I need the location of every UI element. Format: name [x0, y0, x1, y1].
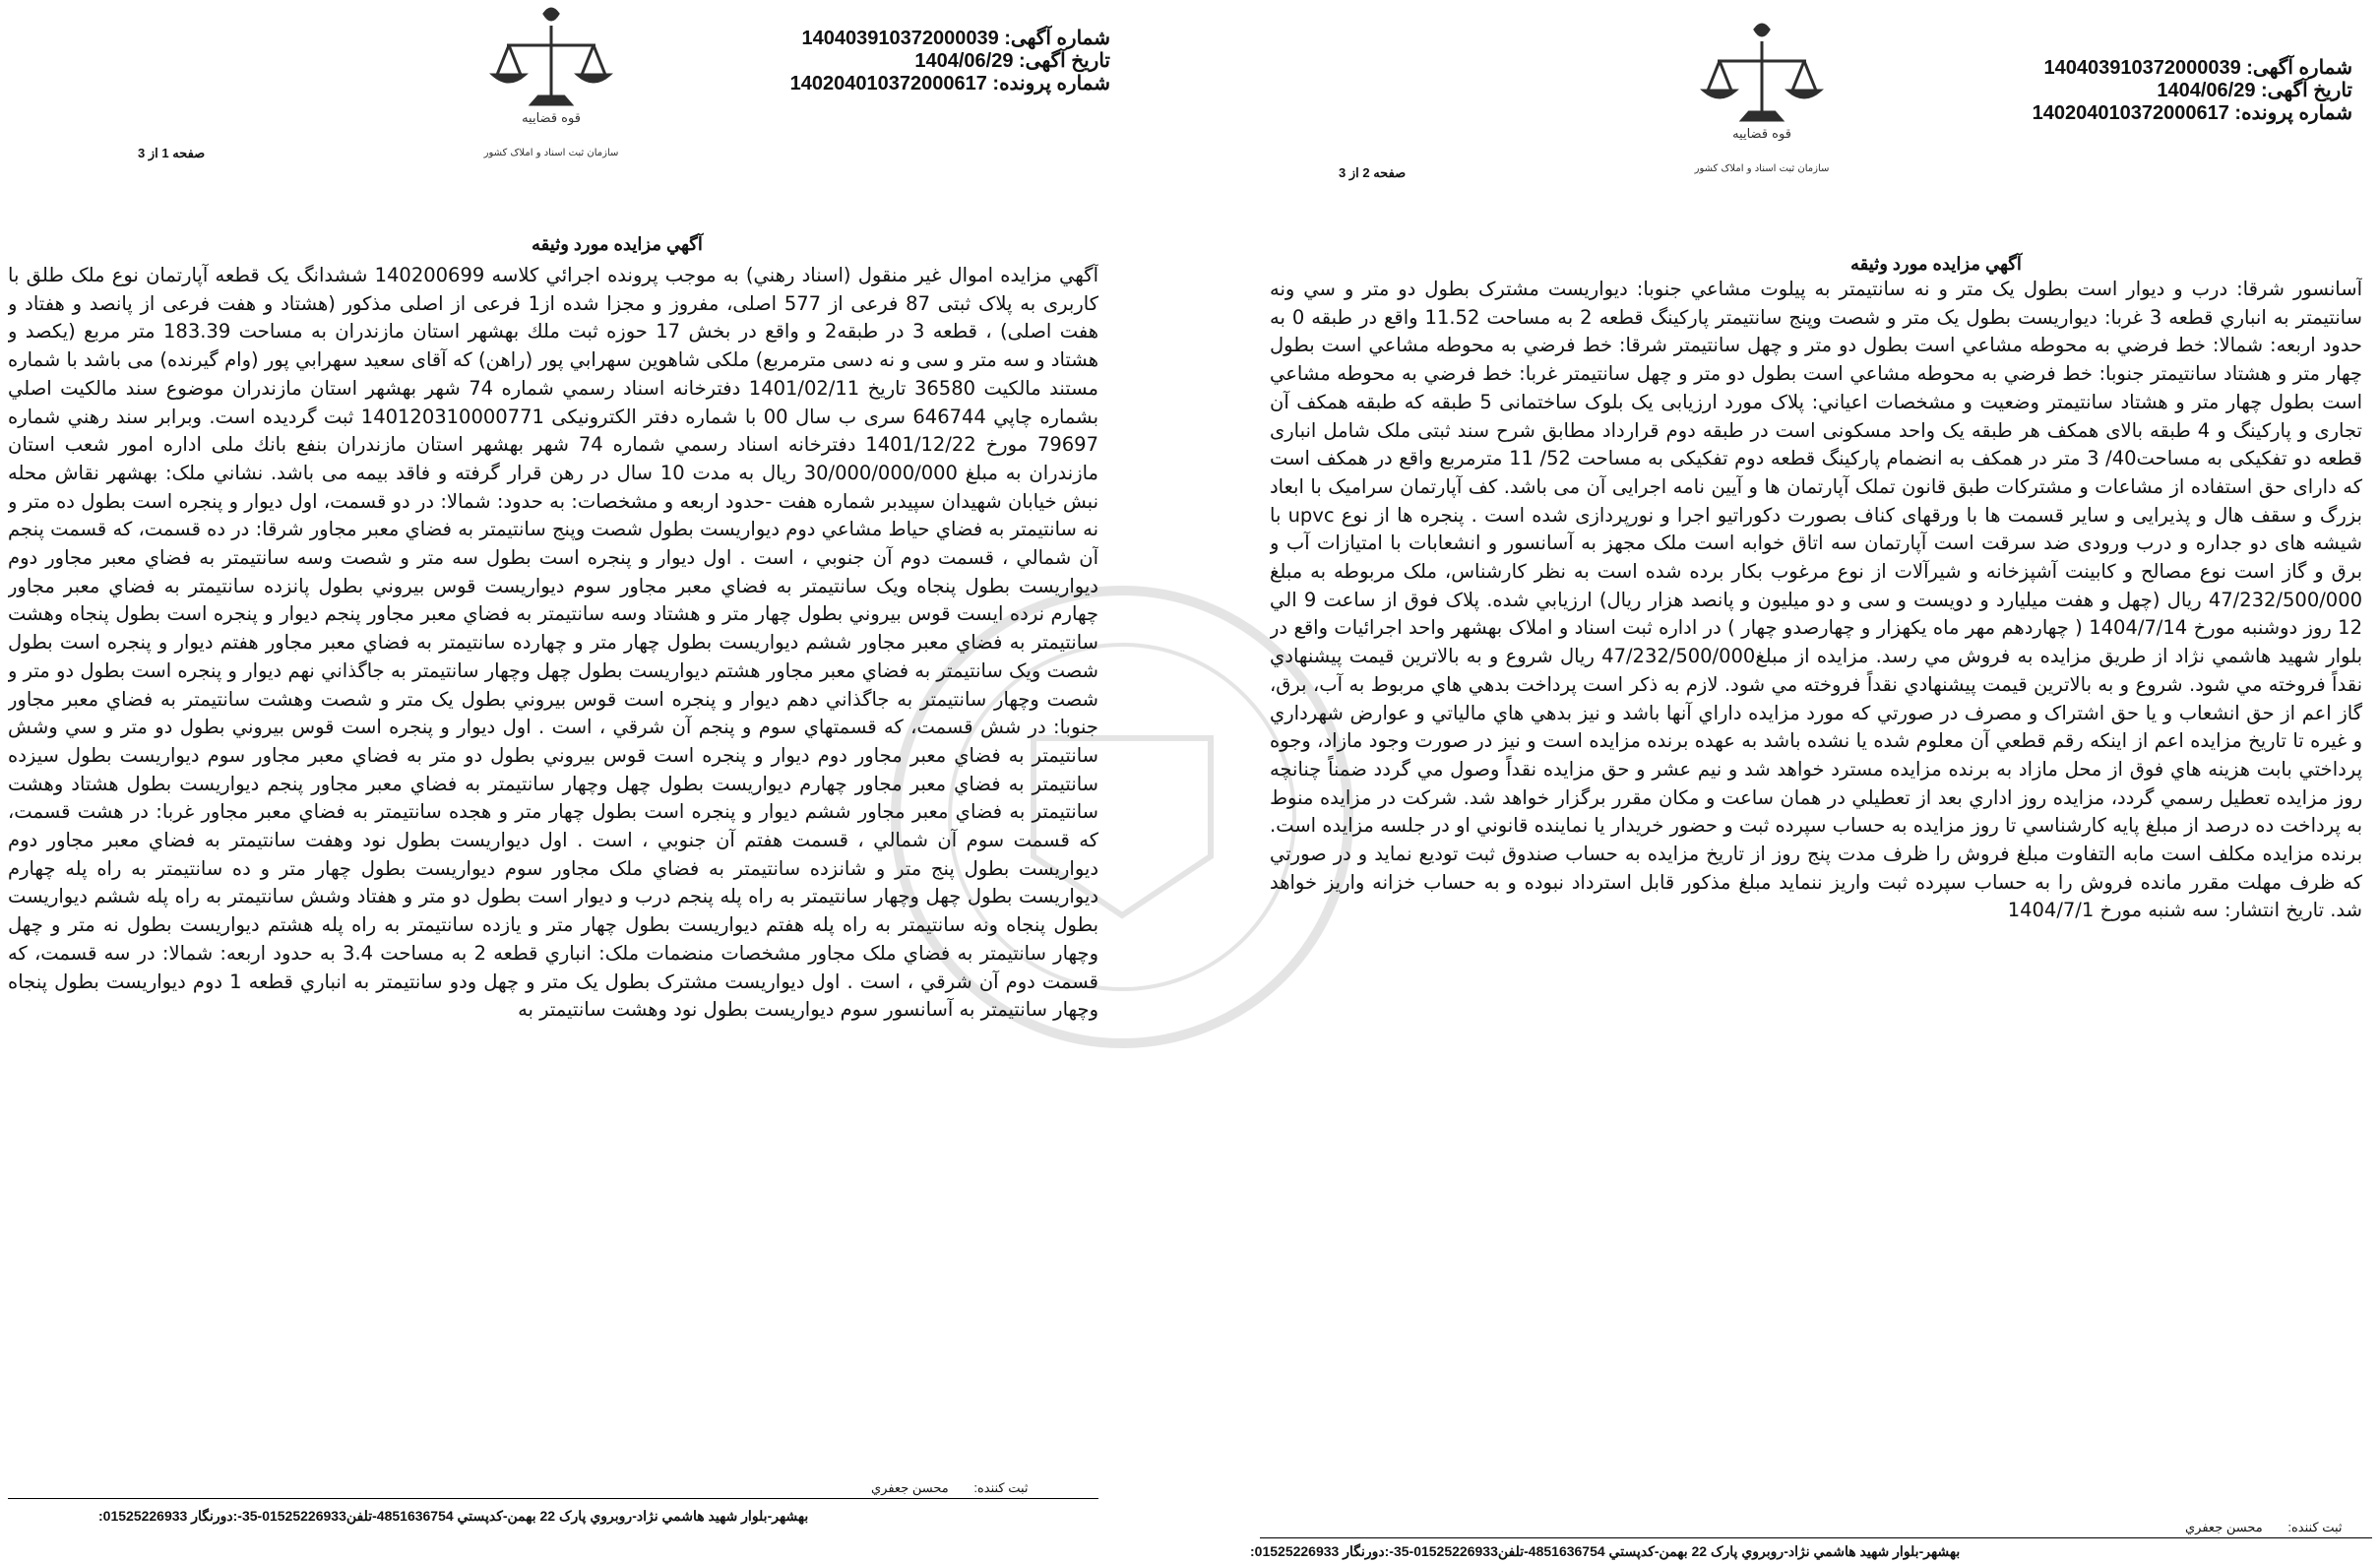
ad-date-row: [1939, 80, 2352, 102]
ad-number: 140403910372000039: [801, 28, 999, 49]
scales-emblem-icon: [1688, 22, 1836, 189]
ad-date-label: تاریخ آگهی:: [1019, 50, 1110, 72]
document-page-2: [1211, 0, 2380, 1564]
auction-body-text: آگهي مزايده اموال غير منقول (اسناد رهني) به موجب پرونده اجرائي كلاسه 140200699 ششدانگ يک قطعه آپارتمان نوع ملک طلق با کاربری به پلاک ثبتی 87 فرعی از 577 اصلی، مفروز و مجزا شده از1 فرعی از اصلی مذکور (هشتاد و هفت فرعی از پانصد و هفتاد و هفت اصلی) ، قطعه 3 در طبقه2 و واقع در بخش 17 حوزه ثبت ملك بهشهر استان مازندران به مساحت 183.39 متر مربع (يكصد و هشتاد و سه متر و سی و نه دسی مترمربع) ملكی شاهوين سهرابي پور (راهن) كه آقای سعيد سهرابي پور (وام گيرنده) می باشد با شماره مستند مالكيت 36580 تاريخ 1401/02/11 دفترخانه اسناد رسمي شماره 74 شهر بهشهر استان مازندران موضوع سند مالكيت اصلي بشماره چاپي 646744 سری ب سال 00 با شماره دفتر الكترونيكی 140120310000771 ثبت گرديده است. وبرابر سند رهني شماره 79697 مورخ 1401/12/22 دفترخانه اسناد رسمي شماره 74 شهر بهشهر استان مازندران بنفع بانك ملی اداره امور شعب استان مازندران به مبلغ 30/000/000/000 ريال به مدت 10 سال در رهن قرار گرفته و فاقد بيمه می باشد. نشاني ملک: بهشهر نقاش محله نبش خيابان شهيدان سپيدبر شماره هفت -حدود اربعه و مشخصات: به حدود: شمالا: در دو قسمت، اول ديوار و پنجره است بطول ده متر و نه سانتيمتر به فضاي حياط مشاعي دوم ديواريست بطول شصت وپنج سانتيمتر به فضاي معبر مجاور شرقا: در ده قسمت، كه قسمت پنجم آن شمالي ، قسمت دوم آن جنوبي ، است . اول ديوار و پنجره است بطول سه متر و شصت وسه سانتيمتر به فضاي معبر مجاور دوم ديواريست بطول پنجاه ويک سانتيمتر به فضاي معبر مجاور سوم ديواريست قوس بيروني بطول پانزده سانتيمتر به فضاي معبر مجاور چهارم نرده ايست قوس بيروني بطول چهار متر و هشتاد وسه سانتيمتر به فضاي معبر مجاور پنجم ديوار و پنجره است بطول پنجاه وهشت سانتيمتر به فضاي معبر مجاور ششم ديواريست بطول چهار متر و چهارده سانتيمتر به فضاي معبر مجاور هفتم ديوار و پنجره است بطول شصت ويک سانتيمتر به فضاي معبر مجاور هشتم ديواريست بطول چهل وچهار سانتيمتر به جاگذاني نهم ديوار و پنجره است بطول دو متر و شصت وچهار سانتيمتر به جاگذاني دهم ديوار و پنجره است قوس بيروني بطول يک متر و شصت وهشت سانتيمتر به فضاي معبر مجاور جنوبا: در شش قسمت، كه قسمتهاي سوم و پنجم آن شرقي ، است . اول ديوار و پنجره است قوس بيروني بطول دو متر و سي وشش سانتيمتر به فضاي معبر مجاور دوم ديوار و پنجره است قوس بيروني بطول دو متر به فضاي معبر مجاور سوم ديواريست بطول سيزده سانتيمتر به فضاي معبر مجاور چهارم ديواريست بطول چهل وچهار سانتيمتر به فضاي معبر مجاور پنجم ديواريست بطول هشتاد وهشت سانتيمتر به فضاي معبر مجاور ششم ديوار و پنجره است بطول چهار متر و هجده سانتيمتر به فضاي معبر مجاور غربا: در هشت قسمت، كه قسمت سوم آن شمالي ، قسمت هفتم آن جنوبي ، است . اول ديواريست بطول نود وهفت سانتيمتر به فضاي معبر مجاور دوم ديواريست بطول پنج متر و شانزده سانتيمتر به فضاي ملک مجاور سوم ديواريست بطول چهار متر و ده سانتيمتر به راه پله چهارم ديواريست بطول چهل وچهار سانتيمتر به راه پله پنجم درب و ديوار است بطول دو متر و هفتاد وشش سانتيمتر به راه پله ششم ديواريست بطول پنجاه ونه سانتيمتر به راه پله هفتم ديواريست بطول چهار متر و يازده سانتيمتر به راه پله هشتم ديواريست بطول نه متر و چهل وچهار سانتيمتر به فضاي ملک مجاور مشخصات منضمات ملک: انباري قطعه 2 به مساحت 3.4 به حدود اربعه: شمالا: در سه قسمت، كه قسمت دوم آن شرقي ، است . اول ديواريست مشترک بطول يک متر و چهل ودو سانتيمتر به انباري قطعه 1 دوم ديواريست بطول پنجاه وچهار سانتيمتر به آسانسور سوم ديواريست بطول نود وهشت سانتيمتر به: [8, 264, 1098, 1022]
office-address: بهشهر-بلوار شهيد هاشمي نژاد-روبروي پارک 22 بهمن-کدپستي 4851636754-تلفن01525226933-35-:دورنگار 01525226933:: [98, 1508, 809, 1524]
ad-date-row: [717, 50, 1110, 73]
ad-date: 1404/06/29: [2157, 80, 2256, 101]
ad-metadata: [717, 28, 1110, 95]
footer-divider: [1260, 1537, 2372, 1538]
signer-name: محسن جعفري: [871, 1480, 949, 1495]
document-title: آگهي مزايده مورد وثيقه: [532, 234, 703, 254]
emblem-caption: سازمان ثبت اسناد و املاک کشور: [483, 148, 619, 158]
signer: [2185, 1520, 2343, 1535]
signer-name: محسن جعفري: [2185, 1520, 2263, 1534]
signer-label: ثبت کننده:: [2287, 1520, 2343, 1534]
ad-metadata: [1939, 57, 2352, 125]
case-number: 140204010372000617: [2032, 102, 2229, 124]
case-number-row: [1939, 102, 2352, 125]
page-number: صفحه 1 از 3: [138, 146, 206, 160]
auction-body-text: آسانسور شرقا: درب و ديوار است بطول يک متر و نه سانتيمتر به پيلوت مشاعي جنوبا: ديواريست مشترک بطول دو متر و سي ونه سانتيمتر به انباري قطعه 3 غربا: ديواريست بطول يک متر و شصت وپنج سانتيمتر پارکينگ قطعه 2 به مساحت 11.52 واقع در طبقه 0 به حدود اربعه: شمالا: خط فرضي به محوطه مشاعي است بطول دو متر و چهل سانتيمتر شرقا: خط فرضي به محوطه مشاعي است بطول چهار متر و هشتاد سانتيمتر جنوبا: خط فرضي به محوطه مشاعي است بطول دو متر و چهل سانتيمتر غربا: خط فرضي به محوطه مشاعي است بطول چهار متر و هشتاد سانتيمتر وضعيت و مشخصات اعياني: پلاک مورد ارزيابی يک بلوک ساختمانی 5 طبقه که طبقه همکف آن تجاری و پارکينگ و 4 طبقه بالای همکف هر طبقه يک واحد مسکونی است در طبقه دوم قرارداد مطابق شرح سند ثبتی ملک شامل انباری قطعه دو تفکيکی به مساحت40/ 3 متر در همکف به انضمام پارکينگ قطعه دوم تفکيکی به مساحت 52/ 11 مترمربع واقع در همکف است که دارای حق استفاده از مشاعات و مشترکات طبق قانون تملک آپارتمان ها و آيين نامه اجرايی آن می باشد. کف آپارتمان سراميک با ابعاد بزرگ و سقف هال و پذيرايی و ساير قسمت ها با ورقهای کناف بصورت دکوراتيو اجرا و نورپردازی شده است . پنجره ها از نوع upvc با شيشه های دو جداره و درب ورودی ضد سرقت است آپارتمان سه اتاق خوابه است ملک مجهز به آسانسور و انشعابات با امتيازات آب و برق و گاز است نوع مصالح و کابينت آشپزخانه و شيرآلات از نوع مرغوب بکار برده شده است به نظر کارشناس، ملک مربوطه به مبلغ 47/232/500/000 ريال (چهل و هفت ميليارد و دويست و سی و دو ميليون و پانصد هزار ريال) ارزيابي شده. پلاک فوق از ساعت 9 الي 12 روز دوشنبه مورخ 1404/7/14 ( چهاردهم مهر ماه يکهزار و چهارصدو چهار ) در اداره ثبت اسناد و املاک بهشهر واحد اجرائيات واقع در بلوار شهيد هاشمي نژاد از طريق مزايده به فروش مي رسد. مزايده از مبلغ47/232/500/000 ريال شروع و به بالاترين قيمت پيشنهادي نقداً فروخته مي شود. شروع و به بالاترين قيمت پيشنهادي نقداً فروخته مي شود. لازم به ذکر است پرداخت بدهي هاي مربوط به آب، برق، گاز اعم از حق انشعاب و يا حق اشتراک و مصرف در صورتي که مورد مزايده داراي آنها باشد و نيز بدهي هاي مالياتي و عوارض شهرداري و غيره تا تاريخ مزايده اعم از اينکه رقم قطعي آن معلوم شده يا نشده باشد به عهده برنده مزايده است و نيز در صورت وجود مازاد، وجوه پرداختي بابت هزينه هاي فوق از محل مازاد به برنده مزايده مسترد خواهد شد و نيم عشر و حق مزايده نقداً وصول مي گردد ضمناً چنانچه روز مزايده تعطيل رسمي گردد، مزايده روز اداري بعد از تعطيلي در همان ساعت و مکان مقرر برگزار خواهد شد. شرکت در مزايده منوط به پرداخت ده درصد از مبلغ پايه کارشناسي تا روز مزايده به حساب سپرده ثبت و حضور خريدار يا نماينده قانوني او در جلسه مزايده است. برنده مزايده مکلف است مابه التفاوت مبلغ فروش را ظرف مدت پنج روز از تاريخ مزايده به حساب صندوق ثبت توديع نمايد و در صورتي که ظرف مهلت مقرر مانده فروش را به حساب سپرده ثبت واريز ننمايد مبلغ مذکور قابل استرداد نبوده و به حساب خزانه واريز خواهد شد. تاريخ انتشار: سه شنبه مورخ 1404/7/1: [1270, 278, 2362, 922]
ad-number-label: شماره آگهی:: [2246, 57, 2352, 79]
emblem-caption: سازمان ثبت اسناد و املاک کشور: [1694, 163, 1830, 174]
emblem-judiciary: قوه قضاییه: [1732, 127, 1791, 142]
ad-number-label: شماره آگهی:: [1004, 28, 1110, 49]
case-number-label: شماره پرونده:: [992, 73, 1110, 94]
ad-number: 140403910372000039: [2043, 57, 2241, 79]
ad-date: 1404/06/29: [914, 50, 1014, 72]
ad-number-row: [717, 28, 1110, 50]
ad-number-row: [1939, 57, 2352, 80]
document-page-1: [0, 0, 1181, 1564]
office-address: بهشهر-بلوار شهيد هاشمي نژاد-روبروي پارک 22 بهمن-کدپستي 4851636754-تلفن01525226933-35-:دورنگار 01525226933:: [1250, 1543, 1961, 1559]
ad-date-label: تاریخ آگهی:: [2261, 80, 2352, 101]
document-title: آگهي مزايده مورد وثيقه: [1850, 254, 2022, 274]
scales-emblem-icon: [477, 6, 625, 173]
signer: [871, 1480, 1029, 1496]
case-number-label: شماره پرونده:: [2234, 102, 2352, 124]
case-number: 140204010372000617: [789, 73, 987, 94]
page-number: صفحه 2 از 3: [1339, 165, 1407, 180]
signer-label: ثبت کننده:: [973, 1480, 1029, 1495]
footer-divider: [8, 1498, 1098, 1499]
emblem-judiciary: قوه قضاییه: [522, 111, 581, 126]
case-number-row: [717, 73, 1110, 95]
